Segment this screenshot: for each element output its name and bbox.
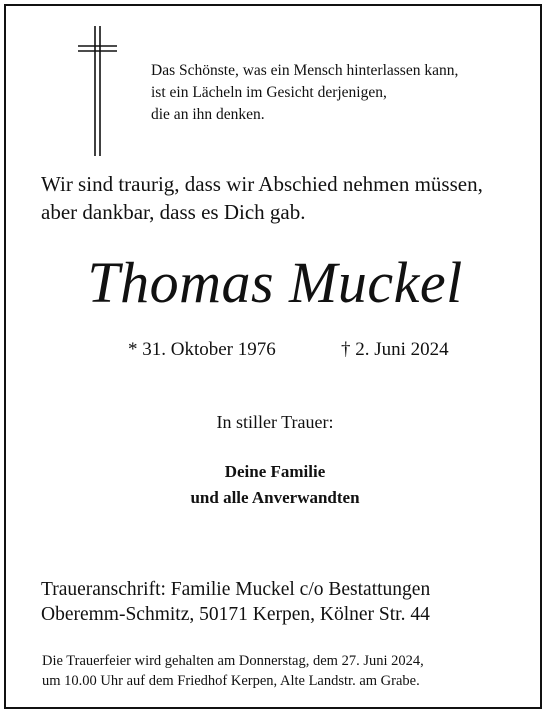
deceased-name: Thomas Muckel [87,250,463,315]
quote-line: die an ihn denken. [151,106,265,123]
address-line: Traueranschrift: Familie Muckel c/o Bestattungen [41,579,431,600]
memorial-quote [151,60,458,126]
death-date: † 2. Juni 2024 [341,339,449,360]
mourning-label: In stiller Trauer: [216,412,334,432]
quote-line: ist ein Lächeln im Gesicht derjenigen, [151,84,387,101]
service-line: um 10.00 Uhr auf dem Friedhof Kerpen, Alte Landstr. am Grabe. [42,673,420,689]
intro-line: Wir sind traurig, dass wir Abschied nehmen müssen, [41,172,483,196]
latin-cross-icon [78,26,118,156]
address-line: Oberemm-Schmitz, 50171 Kerpen, Kölner Str. 44 [41,604,430,625]
service-line: Die Trauerfeier wird gehalten am Donnerstag, dem 27. Juni 2024, [42,653,424,669]
funeral-service-info [42,651,424,691]
birth-date: * 31. Oktober 1976 [128,339,276,360]
intro-text [41,170,483,226]
quote-line: Das Schönste, was ein Mensch hinterlassen kann, [151,62,459,79]
mourners [0,459,550,511]
intro-line: aber dankbar, dass es Dich gab. [41,200,306,224]
mourning-address [41,577,430,627]
mourners-line: und alle Anverwandten [190,488,360,507]
mourners-line: Deine Familie [224,462,326,481]
